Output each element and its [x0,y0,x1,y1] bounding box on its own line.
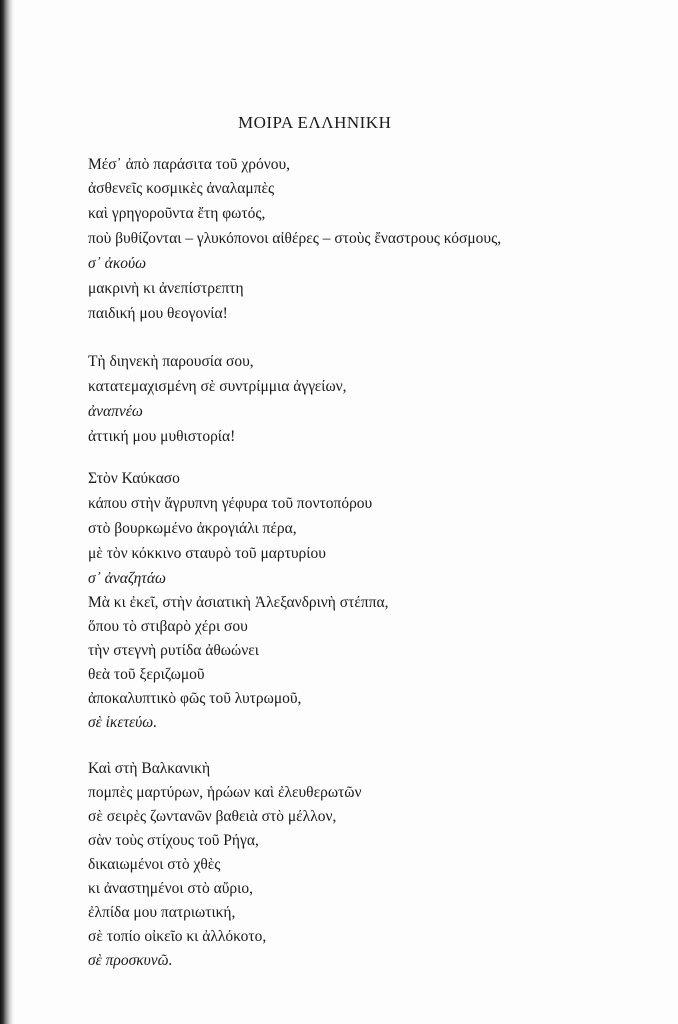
poem-line: Τὴ διηνεκὴ παρουσία σου, [88,353,254,370]
poem-line: Μέσ᾽ ἀπὸ παράσιτα τοῦ χρόνου, [88,156,291,173]
poem-line: κάπου στὴν ἄγρυπνη γέφυρα τοῦ ποντοπόρου [88,495,373,512]
poem-line: πομπὲς μαρτύρων, ἡρώων καὶ ἐλευθερωτῶν [88,784,362,801]
poem-line: σὲ ἱκετεύω. [88,714,158,731]
poem-line: τὴν στεγνὴ ρυτίδα ἀθωώνει [88,642,259,659]
poem-line: δικαιωμένοι στὸ χθὲς [88,856,221,873]
poem-line: Καὶ στὴ Βαλκανικὴ [88,760,211,777]
book-spine-shadow [0,0,14,1024]
poem-line: Στὸν Καύκασο [88,470,180,487]
poem-line: κατατεμαχισμένη σὲ συντρίμμια ἀγγείων, [88,378,347,395]
poem-line: ἐλπίδα μου πατριωτική, [88,904,236,921]
poem-line: ὅπου τὸ στιβαρὸ χέρι σου [88,618,248,635]
poem-line: κι ἀναστημένοι στὸ αὔριο, [88,880,253,897]
poem-line: στὸ βουρκωμένο ἀκρογιάλι πέρα, [88,520,297,537]
poem-line: σὲ σειρὲς ζωντανῶν βαθειὰ στὸ μέλλον, [88,808,337,825]
poem-line: ἀσθενεῖς κοσμικὲς ἀναλαμπὲς [88,180,275,197]
poem-line: ἀττική μου μυθιστορία! [88,428,236,445]
poem-line: σ᾽ ἀναζητάω [88,570,166,587]
poem-line: καὶ γρηγοροῦντα ἔτη φωτός, [88,205,266,222]
poem-line: θεὰ τοῦ ξεριζωμοῦ [88,666,205,683]
poem-line: ποὺ βυθίζονται – γλυκόπονοι αἰθέρες – στοὺς ἔναστρους κόσμους, [88,230,502,247]
poem-line: παιδική μου θεογονία! [88,305,228,322]
poem-line: ἀναπνέω [88,403,143,420]
poem-line: ἀποκαλυπτικὸ φῶς τοῦ λυτρωμοῦ, [88,690,302,707]
poem-title: ΜΟΙΡΑ ΕΛΛΗΝΙΚΗ [238,113,392,132]
poem-line: σὲ προσκυνῶ. [88,952,173,969]
poem-line: μὲ τὸν κόκκινο σταυρὸ τοῦ μαρτυρίου [88,545,326,562]
poem-line: μακρινὴ κι ἀνεπίστρεπτη [88,280,244,297]
poem-line: Μὰ κι ἐκεῖ, στὴν ἀσιατικὴ Ἀλεξανδρινὴ στέππα, [88,594,389,611]
poem-line: σὰν τοὺς στίχους τοῦ Ρήγα, [88,832,259,849]
poem-line: σὲ τοπίο οἰκεῖο κι ἀλλόκοτο, [88,928,267,945]
poem-line: σ᾽ ἀκούω [88,255,147,272]
